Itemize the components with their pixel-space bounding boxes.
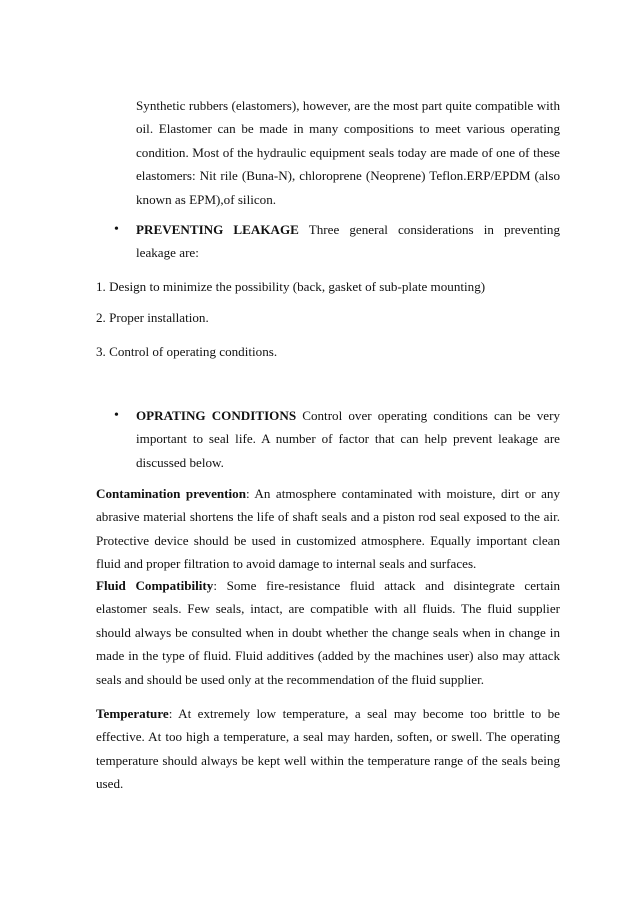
operating-conditions-paragraph (136, 404, 560, 474)
fluid-compatibility-heading: Fluid Compatibility (96, 578, 214, 593)
fluid-compatibility-text: : Some fire-resistance fluid attack and disintegrate certain elastomer seals. Few seals, intact, are compatible with all fluids. The fluid supplier should always be consulted when in doubt whether the change seals when in change in made in the type of fluid. Fluid additives (added by the machines user) also may attack seals and should be used only at the recommendation of the fluid supplier. (96, 578, 561, 687)
preventing-leakage-paragraph (136, 218, 560, 265)
bullet-icon: • (114, 408, 119, 423)
fluid-compatibility-paragraph (96, 574, 560, 691)
temperature-text: : At extremely low temperature, a seal may become too brittle to be effective. At too high a temperature, a seal may harden, soften, or swell. The operating temperature should always be kept well within the temperature range of the seals being used. (96, 706, 560, 792)
synthetic-rubbers-paragraph: Synthetic rubbers (elastomers), however, are the most part quite compatible with oil. Elastomer can be made in many compositions to meet various operating condition. Most of the hydraulic equipment seals today are made of one of these elastomers: Nit rile (Buna-N), chloroprene (Neoprene) Teflon.ERP/EPDM (also known as EPM),of silicon. (136, 98, 560, 207)
contamination-paragraph (96, 482, 560, 576)
list-item: 3. Control of operating conditions. (96, 344, 278, 359)
operating-conditions-heading: OPRATING CONDITIONS (136, 408, 297, 423)
preventing-leakage-text: Three general considerations in preventing leakage are: (136, 222, 561, 261)
preventing-leakage-heading: PREVENTING LEAKAGE (136, 222, 299, 237)
temperature-paragraph (96, 702, 560, 796)
temperature-heading: Temperature (96, 706, 169, 721)
bullet-icon: • (114, 222, 119, 237)
contamination-text: : An atmosphere contaminated with moisture, dirt or any abrasive material shortens the life of shaft seals and a piston rod seal exposed to the air. Protective device should be used in customized atmosphere. Equally important clean fluid and proper filtration to avoid damage to internal seals and surfaces. (96, 486, 560, 572)
contamination-heading: Contamination prevention (96, 486, 247, 501)
list-item: 2. Proper installation. (96, 310, 209, 325)
list-item: 1. Design to minimize the possibility (back, gasket of sub-plate mounting) (96, 279, 486, 294)
operating-conditions-text: Control over operating conditions can be very important to seal life. A number of factor that can help prevent leakage are discussed below. (136, 408, 560, 470)
